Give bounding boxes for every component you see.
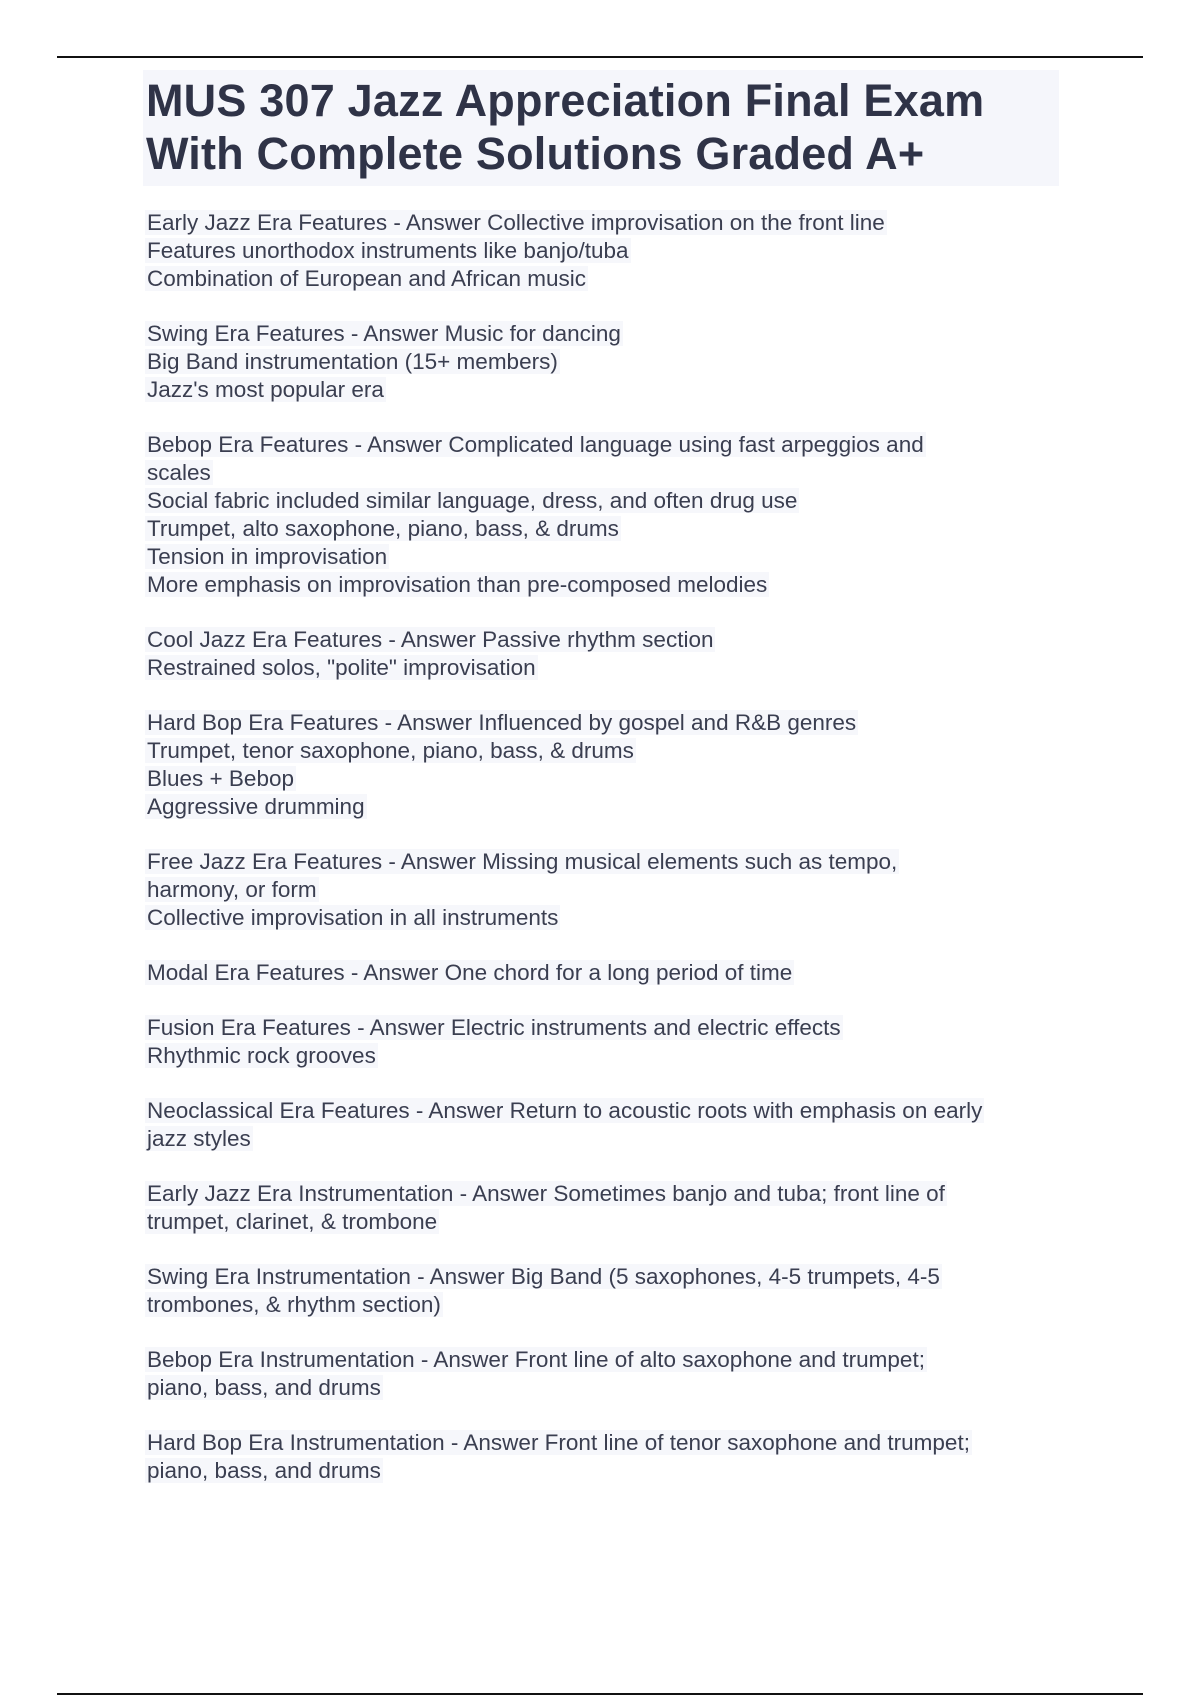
- line-text: Hard Bop Era Features - Answer Influenced by gospel and R&B genres: [147, 710, 857, 735]
- line-text: jazz styles: [147, 1126, 251, 1151]
- qa-answer-line: [145, 376, 1065, 404]
- qa-entry: [145, 959, 1065, 987]
- qa-question-line: [145, 1180, 1065, 1208]
- qa-entry: [145, 431, 1065, 599]
- qa-answer-line: [145, 654, 1065, 682]
- qa-entry: [145, 1014, 1065, 1070]
- line-text: Bebop Era Features - Answer Complicated language using fast arpeggios and: [147, 432, 924, 457]
- qa-entry: [145, 1263, 1065, 1319]
- qa-answer-line: [145, 265, 1065, 293]
- line-text: Trumpet, tenor saxophone, piano, bass, & drums: [147, 738, 634, 763]
- qa-entry: [145, 1097, 1065, 1153]
- qa-entry: [145, 320, 1065, 404]
- line-text: Neoclassical Era Features - Answer Return to acoustic roots with emphasis on early: [147, 1098, 983, 1123]
- qa-answer-line: [145, 1208, 1065, 1236]
- qa-answer-line: [145, 1374, 1065, 1402]
- line-text: Swing Era Instrumentation - Answer Big Band (5 saxophones, 4-5 trumpets, 4-5: [147, 1264, 940, 1289]
- footer-rule: [57, 1693, 1143, 1695]
- line-text: trombones, & rhythm section): [147, 1292, 441, 1317]
- qa-answer-line: [145, 487, 1065, 515]
- qa-question-line: [145, 1014, 1065, 1042]
- title-line-1: MUS 307 Jazz Appreciation Final Exam: [146, 75, 985, 126]
- line-text: trumpet, clarinet, & trombone: [147, 1209, 438, 1234]
- line-text: Cool Jazz Era Features - Answer Passive rhythm section: [147, 627, 714, 652]
- line-text: Hard Bop Era Instrumentation - Answer Front line of tenor saxophone and trumpet;: [147, 1430, 970, 1455]
- line-text: Blues + Bebop: [147, 766, 294, 791]
- line-text: Jazz's most popular era: [147, 377, 384, 402]
- line-text: Restrained solos, "polite" improvisation: [147, 655, 536, 680]
- qa-list: [145, 209, 1065, 1512]
- page-title: [143, 70, 1059, 186]
- qa-entry: [145, 848, 1065, 932]
- line-text: Big Band instrumentation (15+ members): [147, 349, 558, 374]
- qa-entry: [145, 626, 1065, 682]
- line-text: Rhythmic rock grooves: [147, 1043, 376, 1068]
- qa-answer-line: [145, 793, 1065, 821]
- qa-question-line: [145, 1346, 1065, 1374]
- qa-question-line: [145, 848, 1065, 876]
- line-text: Bebop Era Instrumentation - Answer Front line of alto saxophone and trumpet;: [147, 1347, 925, 1372]
- line-text: piano, bass, and drums: [147, 1375, 381, 1400]
- qa-entry: [145, 1346, 1065, 1402]
- qa-answer-line: [145, 737, 1065, 765]
- qa-answer-line: [145, 1042, 1065, 1070]
- line-text: piano, bass, and drums: [147, 1458, 381, 1483]
- header-rule: [57, 56, 1143, 58]
- qa-answer-line: [145, 765, 1065, 793]
- qa-question-line: [145, 209, 1065, 237]
- line-text: Tension in improvisation: [147, 544, 388, 569]
- line-text: Aggressive drumming: [147, 794, 365, 819]
- qa-answer-line: [145, 1125, 1065, 1153]
- qa-question-line: [145, 1263, 1065, 1291]
- line-text: Early Jazz Era Features - Answer Collective improvisation on the front line: [147, 210, 885, 235]
- qa-answer-line: [145, 543, 1065, 571]
- line-text: Features unorthodox instruments like banjo/tuba: [147, 238, 629, 263]
- line-text: Modal Era Features - Answer One chord for a long period of time: [147, 960, 793, 985]
- line-text: More emphasis on improvisation than pre-composed melodies: [147, 572, 768, 597]
- qa-entry: [145, 209, 1065, 293]
- line-text: Fusion Era Features - Answer Electric instruments and electric effects: [147, 1015, 841, 1040]
- line-text: Social fabric included similar language, dress, and often drug use: [147, 488, 798, 513]
- qa-answer-line: [145, 237, 1065, 265]
- qa-question-line: [145, 709, 1065, 737]
- qa-question-line: [145, 1097, 1065, 1125]
- qa-question-line: [145, 431, 1065, 459]
- qa-answer-line: [145, 571, 1065, 599]
- line-text: harmony, or form: [147, 877, 317, 902]
- line-text: scales: [147, 460, 211, 485]
- qa-answer-line: [145, 348, 1065, 376]
- qa-question-line: [145, 1429, 1065, 1457]
- title-line-2: With Complete Solutions Graded A+: [146, 128, 925, 179]
- qa-question-line: [145, 320, 1065, 348]
- line-text: Trumpet, alto saxophone, piano, bass, & drums: [147, 516, 619, 541]
- qa-entry: [145, 1429, 1065, 1485]
- line-text: Early Jazz Era Instrumentation - Answer Sometimes banjo and tuba; front line of: [147, 1181, 945, 1206]
- line-text: Free Jazz Era Features - Answer Missing musical elements such as tempo,: [147, 849, 898, 874]
- qa-question-line: [145, 959, 1065, 987]
- qa-entry: [145, 709, 1065, 821]
- qa-answer-line: [145, 1457, 1065, 1485]
- line-text: Combination of European and African music: [147, 266, 587, 291]
- qa-answer-line: [145, 515, 1065, 543]
- line-text: Collective improvisation in all instruments: [147, 905, 559, 930]
- qa-answer-line: [145, 459, 1065, 487]
- qa-entry: [145, 1180, 1065, 1236]
- line-text: Swing Era Features - Answer Music for dancing: [147, 321, 621, 346]
- qa-answer-line: [145, 904, 1065, 932]
- qa-answer-line: [145, 876, 1065, 904]
- qa-answer-line: [145, 1291, 1065, 1319]
- qa-question-line: [145, 626, 1065, 654]
